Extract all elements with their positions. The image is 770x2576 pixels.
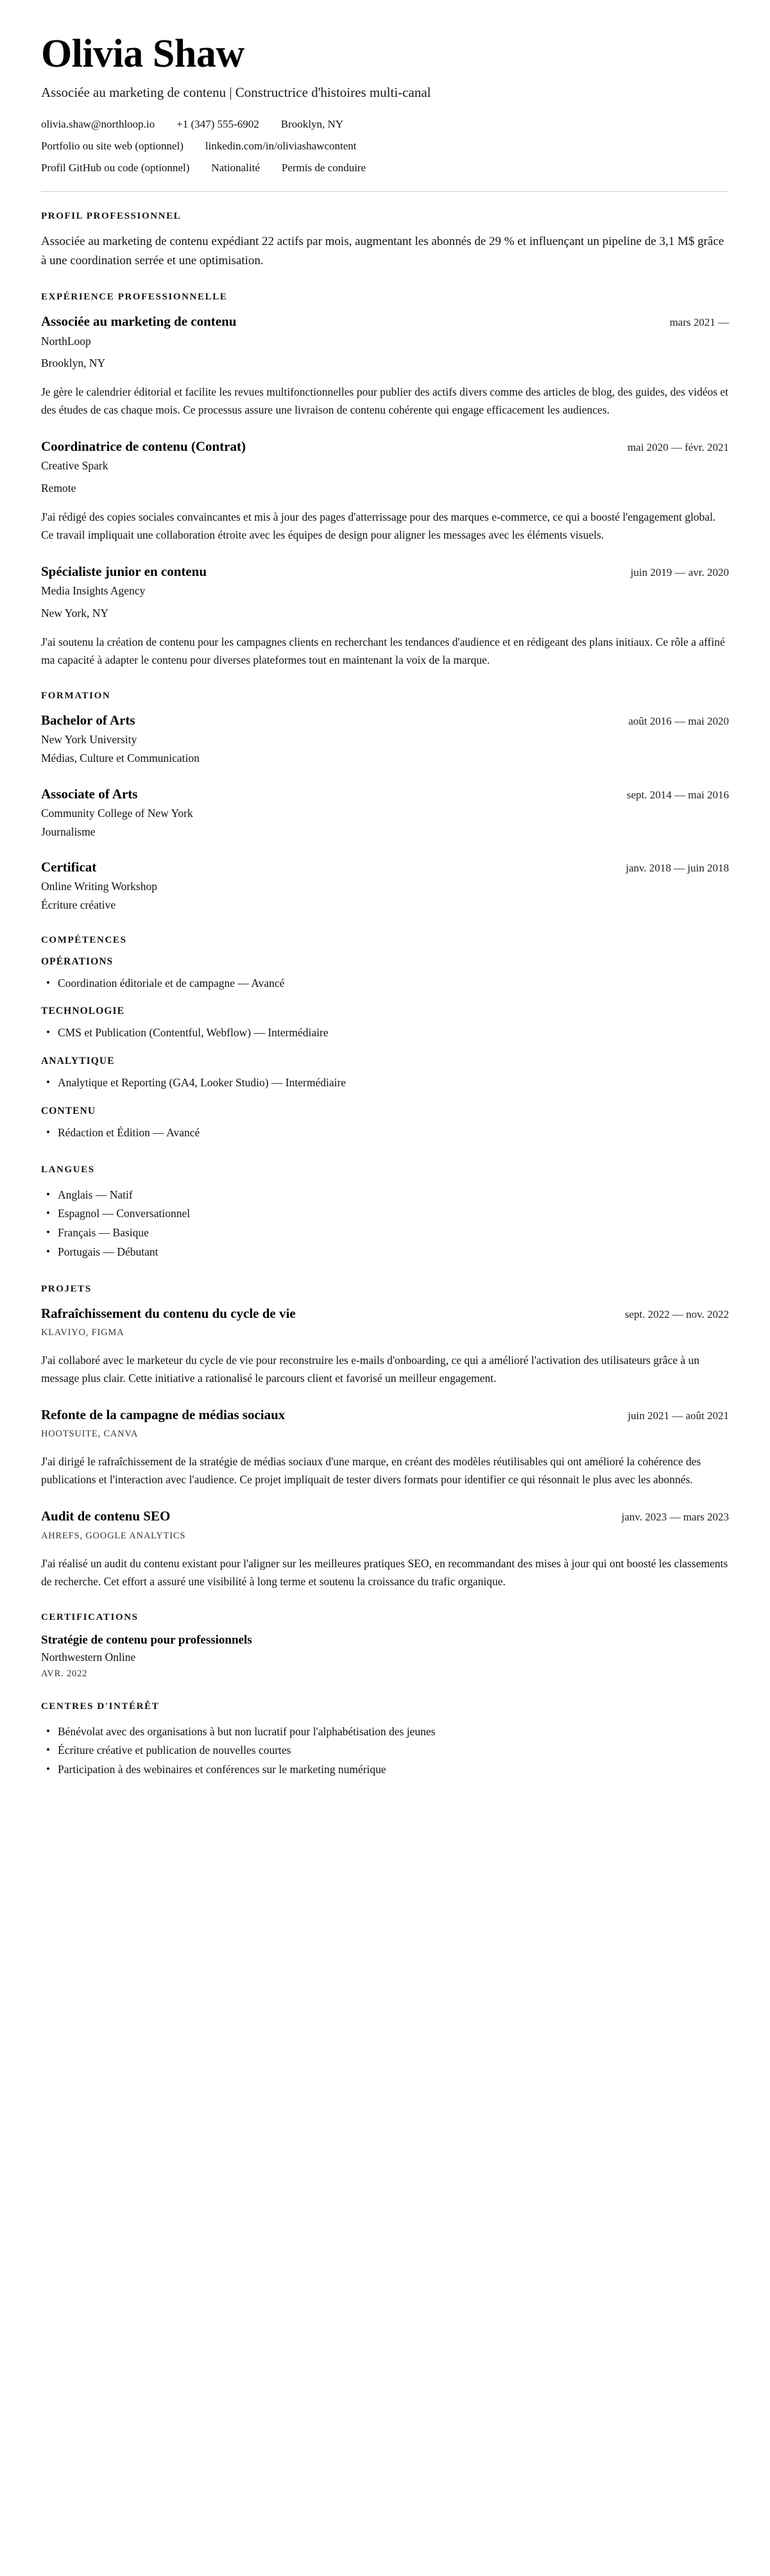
section-title-certifications: CERTIFICATIONS bbox=[41, 1612, 139, 1622]
section-languages bbox=[41, 1165, 729, 1262]
github-text: Profil GitHub ou code (optionnel) bbox=[41, 162, 190, 174]
experience-item bbox=[41, 563, 729, 669]
education-item-head bbox=[41, 859, 729, 876]
experience-item bbox=[41, 313, 729, 419]
project-item bbox=[41, 1305, 729, 1387]
language-item: • Portugais — Débutant bbox=[58, 1243, 729, 1262]
interest-item: • Écriture créative et publication de nouvelles courtes bbox=[58, 1741, 729, 1760]
experience-item-location: Remote bbox=[41, 482, 76, 495]
experience-item-org: Media Insights Agency bbox=[41, 584, 146, 598]
skill-category-label: TECHNOLOGIE bbox=[41, 1006, 125, 1017]
skill-category-label: ANALYTIQUE bbox=[41, 1056, 115, 1067]
section-title-projects: PROJETS bbox=[41, 1283, 92, 1294]
section-certifications bbox=[41, 1612, 729, 1679]
contact-row-extra bbox=[41, 162, 729, 174]
project-item-tools: AHREFS, GOOGLE ANALYTICS bbox=[41, 1530, 186, 1541]
email-text: olivia.shaw@northloop.io bbox=[41, 118, 155, 131]
section-experience bbox=[41, 292, 729, 669]
education-item-degree: Certificat bbox=[41, 859, 97, 875]
project-item-title: Audit de contenu SEO bbox=[41, 1508, 171, 1524]
project-item-title: Refonte de la campagne de médias sociaux bbox=[41, 1406, 286, 1422]
skill-group bbox=[41, 1006, 729, 1043]
location-text: Brooklyn, NY bbox=[280, 118, 343, 131]
experience-item-title: Associée au marketing de contenu bbox=[41, 314, 237, 330]
phone-text: +1 (347) 555-6902 bbox=[176, 118, 259, 131]
portfolio-text: Portfolio ou site web (optionnel) bbox=[41, 140, 184, 153]
certification-name: Stratégie de contenu pour professionnels bbox=[41, 1633, 252, 1647]
experience-item-description: J'ai soutenu la création de contenu pour les campagnes clients en recherchant les tendances d'audience et en rédigeant des plans initiaux. Ce rôle a affiné ma capacité à adapter le contenu pour diverses plateformes tout en maintenant la voix de la marque. bbox=[41, 636, 725, 667]
skill-group bbox=[41, 1106, 729, 1143]
professional-headline: Associée au marketing de contenu | Constructrice d'histoires multi-canal bbox=[41, 85, 431, 101]
section-profile bbox=[41, 211, 729, 270]
experience-item-org: Creative Spark bbox=[41, 459, 108, 473]
education-item-date: sept. 2014 — mai 2016 bbox=[626, 788, 729, 801]
experience-item-head bbox=[41, 313, 729, 330]
interest-list bbox=[41, 1722, 729, 1780]
header-divider bbox=[41, 191, 729, 192]
experience-item-location: New York, NY bbox=[41, 607, 109, 620]
section-interests bbox=[41, 1701, 729, 1780]
skill-list bbox=[41, 1124, 729, 1143]
skill-group bbox=[41, 956, 729, 993]
project-item-head bbox=[41, 1508, 729, 1525]
profile-summary-text: Associée au marketing de contenu expédiant 22 actifs par mois, augmentant les abonnés de 29 % et influençant un pipeline de 3,1 M$ grâce à une coordination serrée et une optimisation. bbox=[41, 235, 724, 267]
page-title: Olivia Shaw bbox=[41, 32, 244, 76]
experience-item-location: Brooklyn, NY bbox=[41, 357, 106, 370]
project-item-title: Rafraîchissement du contenu du cycle de vie bbox=[41, 1305, 296, 1321]
project-item-date: juin 2021 — août 2021 bbox=[628, 1409, 729, 1422]
experience-item-title: Spécialiste junior en contenu bbox=[41, 564, 207, 580]
education-item-field: Écriture créative bbox=[41, 898, 116, 912]
education-item bbox=[41, 859, 729, 913]
experience-item-title: Coordinatrice de contenu (Contrat) bbox=[41, 439, 246, 455]
project-item-date: sept. 2022 — nov. 2022 bbox=[624, 1308, 729, 1320]
contact-row-primary bbox=[41, 118, 729, 131]
education-item bbox=[41, 786, 729, 840]
nationality-text: Nationalité bbox=[211, 162, 260, 174]
project-item-date: janv. 2023 — mars 2023 bbox=[621, 1511, 729, 1524]
project-item-tools: KLAVIYO, FIGMA bbox=[41, 1327, 124, 1338]
education-item-field: Journalisme bbox=[41, 825, 96, 838]
experience-item bbox=[41, 438, 729, 544]
skill-item: • Rédaction et Édition — Avancé bbox=[58, 1124, 729, 1143]
driving-licence-text: Permis de conduire bbox=[281, 162, 366, 174]
section-skills bbox=[41, 935, 729, 1143]
skill-item: • Analytique et Reporting (GA4, Looker Studio) — Intermédiaire bbox=[58, 1073, 729, 1093]
skill-category-label: CONTENU bbox=[41, 1105, 96, 1116]
certification-issuer: Northwestern Online bbox=[41, 1650, 136, 1663]
project-item-head bbox=[41, 1406, 729, 1424]
section-title-profile: PROFIL PROFESSIONNEL bbox=[41, 211, 182, 222]
skill-list bbox=[41, 974, 729, 993]
education-item-degree: Associate of Arts bbox=[41, 786, 138, 802]
project-item-head bbox=[41, 1305, 729, 1322]
education-item-head bbox=[41, 786, 729, 803]
project-item bbox=[41, 1508, 729, 1590]
section-title-interests: CENTRES D'INTÉRÊT bbox=[41, 1701, 160, 1712]
section-projects bbox=[41, 1284, 729, 1590]
experience-item-date: mai 2020 — févr. 2021 bbox=[627, 441, 729, 454]
certification-date: AVR. 2022 bbox=[41, 1668, 88, 1679]
linkedin-text: linkedin.com/in/oliviashawcontent bbox=[205, 140, 357, 153]
project-item-description: J'ai dirigé le rafraîchissement de la stratégie de médias sociaux d'une marque, en créant des modèles réutilisables qui ont amélioré la cohérence des publications et l'interaction avec l'audience. Ce projet impliquait de tester divers formats pour identifier ce qui résonnait le plus avec les abonnés. bbox=[41, 1455, 701, 1486]
interest-item: • Bénévolat avec des organisations à but non lucratif pour l'alphabétisation des jeunes bbox=[58, 1722, 729, 1742]
education-item-school: Community College of New York bbox=[41, 806, 193, 820]
education-item-school: New York University bbox=[41, 733, 137, 746]
contact-row-links bbox=[41, 140, 729, 153]
experience-item-description: Je gère le calendrier éditorial et facilite les revues multifonctionnelles pour publier des actifs divers comme des articles de blog, des guides, des vidéos et des études de cas chaque mois. Ce processus assure une livraison de contenu cohérente qui engage efficacement les audiences. bbox=[41, 385, 729, 417]
skill-list bbox=[41, 1073, 729, 1093]
language-list bbox=[41, 1186, 729, 1262]
experience-item-date: mars 2021 — bbox=[669, 316, 729, 329]
experience-item-date: juin 2019 — avr. 2020 bbox=[630, 566, 729, 579]
experience-item-head bbox=[41, 438, 729, 455]
section-title-languages: LANGUES bbox=[41, 1164, 95, 1175]
project-item bbox=[41, 1406, 729, 1488]
language-item: • Français — Basique bbox=[58, 1224, 729, 1243]
education-item-head bbox=[41, 712, 729, 729]
skill-category-label: OPÉRATIONS bbox=[41, 955, 114, 967]
language-item: • Espagnol — Conversationnel bbox=[58, 1204, 729, 1224]
education-item bbox=[41, 712, 729, 766]
education-item-date: janv. 2018 — juin 2018 bbox=[626, 862, 729, 875]
interest-item: • Participation à des webinaires et conférences sur le marketing numérique bbox=[58, 1760, 729, 1780]
project-item-description: J'ai collaboré avec le marketeur du cycle de vie pour reconstruire les e-mails d'onboarding, ce qui a amélioré l'activation des utilisateurs grâce à un message plus clair. Cette initiative a rationalisé le parcours client et favorisé un meilleur engagement. bbox=[41, 1353, 699, 1385]
section-title-experience: EXPÉRIENCE PROFESSIONNELLE bbox=[41, 292, 228, 303]
education-item-degree: Bachelor of Arts bbox=[41, 712, 135, 728]
skill-item: • CMS et Publication (Contentful, Webflow) — Intermédiaire bbox=[58, 1023, 729, 1043]
experience-item-head bbox=[41, 563, 729, 580]
project-item-description: J'ai réalisé un audit du contenu existant pour l'aligner sur les meilleures pratiques SEO, en recommandant des mises à jour qui ont boosté les classements de recherche. Cet effort a assuré une visibilité à long terme et soutenu la croissance du trafic organique. bbox=[41, 1556, 728, 1588]
education-item-field: Médias, Culture et Communication bbox=[41, 751, 200, 764]
skill-group bbox=[41, 1056, 729, 1093]
skill-list bbox=[41, 1023, 729, 1043]
certification-item bbox=[41, 1633, 729, 1679]
education-item-date: août 2016 — mai 2020 bbox=[628, 715, 729, 728]
section-education bbox=[41, 691, 729, 913]
section-title-skills: COMPÉTENCES bbox=[41, 934, 127, 945]
education-item-school: Online Writing Workshop bbox=[41, 880, 157, 893]
language-item: • Anglais — Natif bbox=[58, 1186, 729, 1205]
section-title-education: FORMATION bbox=[41, 691, 111, 702]
skill-item: • Coordination éditoriale et de campagne — Avancé bbox=[58, 974, 729, 993]
project-item-tools: HOOTSUITE, CANVA bbox=[41, 1429, 139, 1440]
experience-item-description: J'ai rédigé des copies sociales convaincantes et mis à jour des pages d'atterrissage pour des marques e-commerce, ce qui a boosté l'engagement global. Ce travail impliquait une collaboration étroite avec les équipes de design pour aligner les messages avec les éléments visuels. bbox=[41, 510, 716, 542]
experience-item-org: NorthLoop bbox=[41, 334, 91, 348]
